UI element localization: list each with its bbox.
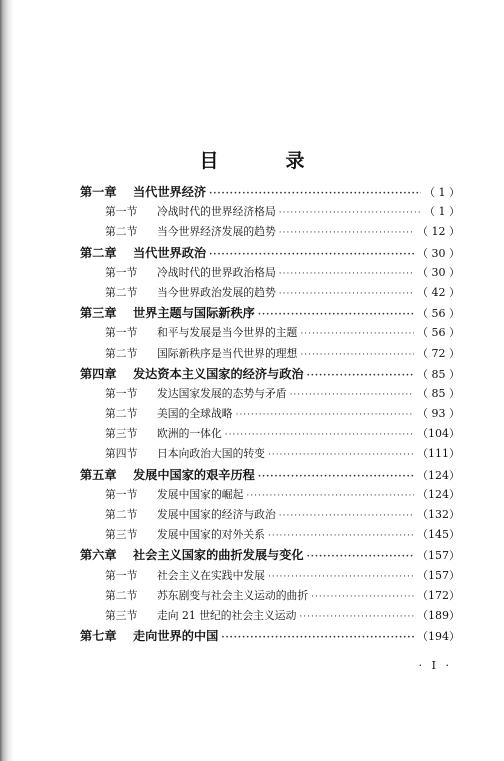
section-title: 苏东剧变与社会主义运动的曲折 xyxy=(157,588,309,602)
dot-leader xyxy=(279,269,414,279)
section-title: 欧洲的一体化 xyxy=(157,427,222,441)
section-title: 美国的全球战略 xyxy=(157,407,233,421)
section-title: 发展中国家的经济与政治 xyxy=(157,508,276,521)
dot-leader xyxy=(300,329,414,339)
dot-leader xyxy=(300,350,414,360)
page-number: （ 1 ） xyxy=(424,186,460,199)
toc-section-6-3[interactable] xyxy=(80,607,460,627)
scan-edge-shadow xyxy=(0,0,14,761)
dot-leader xyxy=(279,208,421,218)
toc-chapter-7[interactable] xyxy=(80,627,460,647)
section-title: 国际新秩序是当代世界的理想 xyxy=(157,346,298,360)
chapter-number: 第一章 xyxy=(80,185,117,199)
section-number: 第三节 xyxy=(105,608,138,622)
page-number: （ 42 ） xyxy=(417,285,460,299)
section-number: 第二节 xyxy=(105,508,138,521)
dot-leader xyxy=(290,390,414,400)
section-title: 冷战时代的世界经济格局 xyxy=(157,205,276,219)
dot-leader xyxy=(307,371,414,381)
page-number: （ 56 ） xyxy=(417,326,460,340)
toc-section-6-1[interactable] xyxy=(80,567,460,587)
page-number: （132） xyxy=(417,508,460,521)
section-title: 日本向政治大国的转变 xyxy=(157,447,265,461)
toc-chapter-1[interactable] xyxy=(80,183,460,203)
page-title: 目 录 xyxy=(199,150,329,172)
section-number: 第二节 xyxy=(105,225,138,239)
section-number: 第二节 xyxy=(105,407,138,421)
toc-section-3-2[interactable] xyxy=(80,345,460,365)
section-number: 第二节 xyxy=(105,285,138,299)
dot-leader xyxy=(279,289,414,299)
toc-section-5-1[interactable] xyxy=(80,486,460,506)
dot-leader xyxy=(279,511,414,521)
page-footer-number: · I · xyxy=(418,659,452,672)
toc-chapter-5[interactable] xyxy=(80,466,460,486)
toc-section-1-2[interactable] xyxy=(80,223,460,243)
section-title: 发展中国家的对外关系 xyxy=(157,528,265,542)
page-number: （194） xyxy=(417,630,460,644)
toc-section-4-1[interactable] xyxy=(80,385,460,405)
section-number: 第四节 xyxy=(105,447,138,461)
toc-section-2-1[interactable] xyxy=(80,264,460,284)
section-number: 第一节 xyxy=(105,568,138,582)
chapter-title: 发展中国家的艰辛历程 xyxy=(133,467,255,482)
section-title: 冷战时代的世界政治格局 xyxy=(157,265,276,279)
dot-leader xyxy=(268,572,414,582)
toc-section-4-4[interactable] xyxy=(80,445,460,465)
page-number: （145） xyxy=(417,528,460,542)
section-title: 发展中国家的崛起 xyxy=(157,487,244,501)
dot-leader xyxy=(258,472,414,482)
toc-section-6-2[interactable] xyxy=(80,587,460,607)
page-number: （124） xyxy=(417,487,460,501)
chapter-number: 第四章 xyxy=(80,366,117,381)
dot-leader xyxy=(311,592,414,602)
section-number: 第一节 xyxy=(105,386,138,400)
page-number: （104） xyxy=(417,427,460,441)
toc-section-3-1[interactable] xyxy=(80,324,460,344)
dot-leader xyxy=(221,633,414,643)
toc-chapter-3[interactable] xyxy=(80,304,460,324)
page-number: （157） xyxy=(417,568,460,582)
section-number: 第一节 xyxy=(105,265,138,279)
chapter-number: 第五章 xyxy=(80,467,117,482)
chapter-number: 第七章 xyxy=(80,629,117,644)
page-number: （ 12 ） xyxy=(417,225,460,239)
toc-chapter-4[interactable] xyxy=(80,365,460,385)
chapter-title: 当代世界经济 xyxy=(133,185,207,199)
section-number: 第三节 xyxy=(105,427,138,441)
dot-leader xyxy=(299,612,414,622)
page-number: （ 1 ） xyxy=(424,205,460,219)
dot-leader xyxy=(268,450,414,460)
section-number: 第三节 xyxy=(105,528,138,542)
toc-section-5-2[interactable] xyxy=(80,506,460,526)
page-number: （172） xyxy=(417,588,460,602)
chapter-title: 走向世界的中国 xyxy=(133,629,219,644)
page-number: （189） xyxy=(417,608,460,622)
dot-leader xyxy=(268,531,414,541)
dot-leader xyxy=(209,250,414,260)
dot-leader xyxy=(279,228,414,238)
toc-chapter-2[interactable] xyxy=(80,244,460,264)
page-number: （ 30 ） xyxy=(417,246,460,260)
section-title: 走向 21 世纪的社会主义运动 xyxy=(157,608,297,622)
section-title: 当今世界经济发展的趋势 xyxy=(157,225,276,239)
section-title: 和平与发展是当今世界的主题 xyxy=(157,326,298,340)
toc-chapter-6[interactable] xyxy=(80,546,460,566)
page-number: （ 30 ） xyxy=(417,265,460,279)
chapter-title: 世界主题与国际新秩序 xyxy=(133,306,255,321)
dot-leader xyxy=(236,410,414,420)
dot-leader xyxy=(307,552,414,562)
chapter-title: 当代世界政治 xyxy=(133,245,207,260)
page-number: （157） xyxy=(417,549,460,563)
section-title: 社会主义在实践中发展 xyxy=(157,568,265,582)
section-title: 发达国家发展的态势与矛盾 xyxy=(157,386,287,400)
toc-section-4-3[interactable] xyxy=(80,425,460,445)
page-number: （ 85 ） xyxy=(417,386,460,400)
dot-leader xyxy=(258,310,414,320)
chapter-title: 社会主义国家的曲折发展与变化 xyxy=(133,548,304,563)
page-number: （ 56 ） xyxy=(417,307,460,321)
section-number: 第一节 xyxy=(105,205,138,219)
section-number: 第二节 xyxy=(105,346,138,360)
chapter-number: 第二章 xyxy=(80,245,117,260)
toc-section-4-2[interactable] xyxy=(80,405,460,425)
toc-section-2-2[interactable] xyxy=(80,284,460,304)
toc-section-5-3[interactable] xyxy=(80,526,460,546)
chapter-title: 发达资本主义国家的经济与政治 xyxy=(133,366,304,381)
section-number: 第一节 xyxy=(105,487,138,501)
section-number: 第二节 xyxy=(105,588,138,602)
page-number: （ 85 ） xyxy=(417,367,460,381)
page-number: （124） xyxy=(417,468,460,482)
page-number: （ 93 ） xyxy=(417,407,460,421)
page-number: （111） xyxy=(417,447,460,461)
section-title: 当今世界政治发展的趋势 xyxy=(157,285,276,299)
dot-leader xyxy=(225,430,414,440)
chapter-number: 第六章 xyxy=(80,548,117,563)
dot-leader xyxy=(209,189,421,199)
chapter-number: 第三章 xyxy=(80,306,117,321)
page-number: （ 72 ） xyxy=(417,346,460,360)
dot-leader xyxy=(246,491,414,501)
section-number: 第一节 xyxy=(105,326,138,340)
toc-section-1-1[interactable] xyxy=(80,203,460,223)
table-of-contents xyxy=(80,183,460,647)
